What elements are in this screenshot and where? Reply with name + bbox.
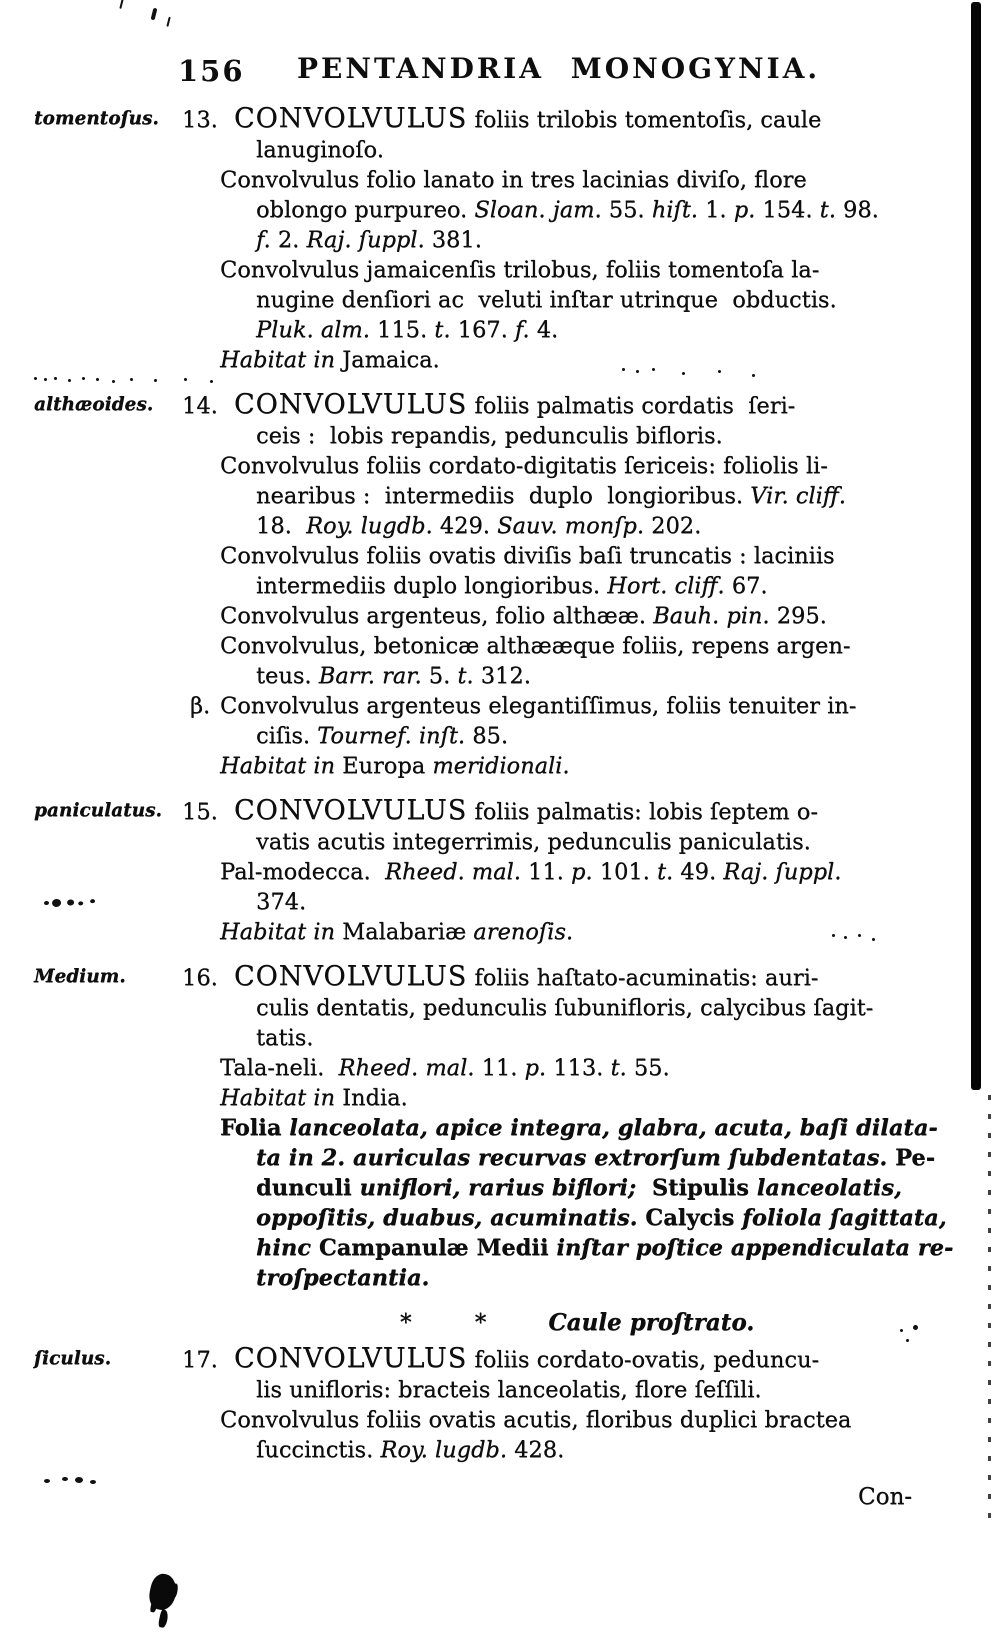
- text-segment: ſuccinctis.: [256, 1437, 381, 1463]
- section-stars: * *: [400, 1310, 515, 1336]
- text-segment: Raj. ſuppl.: [723, 859, 842, 885]
- text-segment: Convolvulus foliis cordato-digitatis ſericeis: foliolis li-: [220, 453, 828, 479]
- text-line: [0, 1203, 1000, 1233]
- text-segment: t.: [434, 317, 451, 343]
- text-segment: 113.: [546, 1055, 611, 1081]
- paragraph-syn: [0, 255, 1000, 345]
- text-segment: CONVOLVULUS: [234, 795, 468, 826]
- text-line: [0, 255, 1000, 285]
- text-line: [0, 887, 1000, 917]
- text-segment: lanceolata, apice integra, glabra, acuta, baſi dilata-: [289, 1115, 938, 1141]
- text-line: [0, 661, 1000, 691]
- text-segment: 167.: [450, 317, 515, 343]
- text-segment: tatis.: [256, 1025, 314, 1051]
- text-segment: lanuginoſo.: [256, 137, 384, 163]
- text-segment: 67.: [724, 573, 768, 599]
- text-line: [0, 1263, 1000, 1293]
- text-line: [0, 1375, 1000, 1405]
- text-line: [0, 1233, 1000, 1263]
- text-line: [0, 827, 1000, 857]
- text-line: [0, 195, 1000, 225]
- text-segment: foliis trilobis tomentoſis, caule: [467, 107, 822, 133]
- text-line: [0, 631, 1000, 661]
- text-line: [0, 1435, 1000, 1465]
- text-line: [0, 135, 1000, 165]
- scan-noise: [900, 1329, 903, 1332]
- text-segment: 18.: [256, 513, 307, 539]
- text-segment: ciſis.: [256, 723, 318, 749]
- text-segment: troſpectantia.: [256, 1265, 430, 1291]
- text-line: [0, 1083, 1000, 1113]
- text-segment: Pe-: [895, 1145, 936, 1171]
- text-segment: Barr. rar.: [318, 663, 422, 689]
- page-number: 156: [178, 54, 245, 88]
- text-segment: Raj. ſuppl.: [306, 227, 425, 253]
- text-line: [0, 993, 1000, 1023]
- text-segment: 1.: [697, 197, 734, 223]
- text-segment: Convolvulus argenteus elegantiſſimus, foliis tenuiter in-: [220, 693, 857, 719]
- text-segment: 5.: [421, 663, 458, 689]
- text-segment: nugine denſiori ac veluti inſtar utrinque obductis.: [256, 287, 837, 313]
- paragraph-habitat: [0, 917, 1000, 947]
- text-segment: foliis cordato-ovatis, peduncu-: [467, 1347, 820, 1373]
- text-segment: Jamaica.: [334, 347, 440, 373]
- margin-species-name: althæoides.: [34, 394, 154, 415]
- paragraph-obs: [0, 1113, 1000, 1293]
- species-entry: [0, 1344, 1000, 1465]
- paragraph-syn: [0, 857, 1000, 917]
- text-segment: ta in 2. auriculas recurvas extrorſum ſubdentatas.: [256, 1145, 896, 1171]
- text-line: [0, 541, 1000, 571]
- text-line: [0, 1173, 1000, 1203]
- entry-number: 15.: [182, 799, 218, 825]
- text-segment: foliis haſtato-acuminatis: auri-: [467, 965, 819, 991]
- text-line: [0, 165, 1000, 195]
- text-segment: 11.: [474, 1055, 525, 1081]
- text-segment: 98.: [835, 197, 879, 223]
- species-entry: [0, 104, 1000, 375]
- text-line: [0, 691, 1000, 721]
- text-line: [0, 1113, 1000, 1143]
- text-line: [0, 285, 1000, 315]
- text-segment: Rheed. mal.: [338, 1055, 475, 1081]
- text-segment: foliis palmatis: lobis ſeptem o-: [467, 799, 818, 825]
- text-segment: hiſt.: [651, 197, 698, 223]
- text-segment: Campanulæ Medii: [318, 1235, 557, 1261]
- text-segment: 115.: [369, 317, 435, 343]
- scan-noise: [622, 368, 625, 371]
- text-line: [0, 571, 1000, 601]
- text-line: [0, 751, 1000, 781]
- text-segment: t.: [656, 859, 674, 885]
- text-line: [0, 451, 1000, 481]
- text-segment: dunculi: [256, 1175, 360, 1201]
- scan-noise: [832, 934, 835, 937]
- text-segment: 295.: [769, 603, 827, 629]
- paragraph-habitat: [0, 345, 1000, 375]
- text-segment: CONVOLVULUS: [234, 1343, 468, 1374]
- text-segment: f.: [514, 317, 530, 343]
- text-segment: Pal-modecca.: [220, 859, 386, 885]
- text-body: [0, 104, 1000, 1480]
- text-segment: f.: [256, 227, 271, 253]
- text-line: [0, 511, 1000, 541]
- text-segment: CONVOLVULUS: [234, 961, 468, 992]
- text-segment: Convolvulus folio lanato in tres lacinias diviſo, flore: [220, 167, 807, 193]
- ink-blot: [147, 1572, 180, 1613]
- text-segment: 312.: [473, 663, 531, 689]
- text-segment: Convolvulus argenteus, folio althææ.: [220, 603, 654, 629]
- paragraph-syn: [0, 451, 1000, 541]
- text-segment: Malabariæ: [334, 919, 474, 945]
- text-segment: 202.: [643, 513, 702, 539]
- text-segment: CONVOLVULUS: [234, 103, 468, 134]
- text-segment: hinc: [256, 1235, 319, 1261]
- text-segment: t.: [610, 1055, 627, 1081]
- paragraph-syn: [0, 601, 1000, 631]
- text-segment: lis unifloris: bracteis lanceolatis, flore ſeſſili.: [256, 1377, 762, 1403]
- text-segment: Habitat in: [220, 1085, 335, 1111]
- paragraph-syn: [0, 165, 1000, 255]
- text-line: [0, 857, 1000, 887]
- entry-number: 17.: [182, 1347, 218, 1373]
- entry-number: 16.: [182, 965, 218, 991]
- book-binding-edge: [971, 2, 981, 1090]
- paragraph-habitat: [0, 1083, 1000, 1113]
- margin-species-name: paniculatus.: [34, 800, 162, 821]
- text-line: [0, 1143, 1000, 1173]
- paragraph-syn: [0, 631, 1000, 691]
- book-binding-edge-dots: [988, 1095, 991, 1525]
- text-segment: Habitat in: [220, 753, 335, 779]
- text-segment: 428.: [506, 1437, 565, 1463]
- text-segment: t.: [819, 197, 836, 223]
- entry-number: 14.: [182, 393, 218, 419]
- scan-noise: [62, 1477, 68, 1481]
- text-segment: inſtar poſtice appendiculata re-: [556, 1235, 954, 1261]
- text-line: [0, 315, 1000, 345]
- text-segment: teus.: [256, 663, 319, 689]
- text-segment: 154.: [755, 197, 820, 223]
- running-head: PENTANDRIA MONOGYNIA.: [297, 52, 821, 85]
- text-segment: vatis acutis integerrimis, pedunculis paniculatis.: [256, 829, 811, 855]
- species-entry: [0, 962, 1000, 1293]
- text-segment: Convolvulus foliis ovatis acutis, floribus duplici bractea: [220, 1407, 852, 1433]
- scan-noise: [34, 377, 37, 380]
- text-segment: 2.: [270, 227, 307, 253]
- text-line: [0, 345, 1000, 375]
- text-line: [0, 225, 1000, 255]
- text-segment: arenoſis.: [473, 919, 574, 945]
- text-segment: 101.: [592, 859, 657, 885]
- text-line: [0, 721, 1000, 751]
- text-segment: lanceolatis,: [756, 1175, 902, 1201]
- text-segment: CONVOLVULUS: [234, 389, 468, 420]
- text-segment: 85.: [465, 723, 509, 749]
- text-line: [0, 917, 1000, 947]
- text-line: [0, 1405, 1000, 1435]
- entry-number: 13.: [182, 107, 218, 133]
- text-segment: Rheed. mal.: [385, 859, 521, 885]
- text-segment: Habitat in: [220, 919, 335, 945]
- text-segment: Stipulis: [651, 1175, 757, 1201]
- text-segment: Convolvulus jamaicenſis trilobus, foliis tomentoſa la-: [220, 257, 820, 283]
- text-segment: India.: [334, 1085, 408, 1111]
- text-segment: 4.: [529, 317, 559, 343]
- text-segment: Tournef. inſt.: [317, 723, 466, 749]
- text-segment: 49.: [673, 859, 724, 885]
- text-segment: Sauv. monſp.: [497, 513, 644, 539]
- text-line: [0, 1023, 1000, 1053]
- text-segment: Convolvulus foliis ovatis diviſis baſi truncatis : laciniis: [220, 543, 835, 569]
- text-segment: oblongo purpureo.: [256, 197, 475, 223]
- text-segment: 11.: [520, 859, 571, 885]
- text-segment: Folia: [220, 1115, 290, 1141]
- text-segment: Sloan. jam.: [474, 197, 602, 223]
- text-segment: 374.: [256, 889, 307, 915]
- margin-species-name: Medium.: [34, 966, 126, 987]
- section-heading: [0, 1308, 1000, 1338]
- text-segment: foliis palmatis cordatis ſeri-: [467, 393, 796, 419]
- paragraph-syn: [0, 541, 1000, 601]
- text-segment: Vir. cliff.: [750, 483, 846, 509]
- paragraph-habitat: [0, 751, 1000, 781]
- paragraph-syn: [0, 1053, 1000, 1083]
- text-line: [0, 601, 1000, 631]
- entry-number: β.: [190, 693, 211, 719]
- text-line: [0, 481, 1000, 511]
- text-segment: foliola ſagittata,: [742, 1205, 947, 1231]
- text-segment: p.: [570, 859, 593, 885]
- text-segment: Pluk. alm.: [256, 317, 370, 343]
- text-segment: uniflori, rarius biflori;: [359, 1175, 652, 1201]
- text-segment: 381.: [424, 227, 482, 253]
- text-segment: t.: [457, 663, 474, 689]
- text-segment: 429.: [432, 513, 498, 539]
- text-segment: Roy. lugdb.: [306, 513, 433, 539]
- catchword: Con-: [858, 1484, 913, 1510]
- text-segment: p.: [524, 1055, 547, 1081]
- species-entry: [0, 796, 1000, 947]
- section-label: Caule proſtrato.: [548, 1309, 755, 1336]
- text-segment: nearibus : intermediis duplo longioribus.: [256, 483, 751, 509]
- text-segment: ceis : lobis repandis, pedunculis bifloris.: [256, 423, 723, 449]
- text-segment: 55.: [626, 1055, 670, 1081]
- text-segment: Roy. lugdb.: [380, 1437, 507, 1463]
- species-entry: [0, 390, 1000, 781]
- text-segment: p.: [733, 197, 756, 223]
- text-segment: 55.: [601, 197, 652, 223]
- text-segment: culis dentatis, pedunculis ſubunifloris, calycibus ſagit-: [256, 995, 874, 1021]
- text-segment: Hort. cliff.: [607, 573, 725, 599]
- text-segment: oppoſitis, duabus, acuminatis.: [256, 1205, 646, 1231]
- text-line: [0, 421, 1000, 451]
- paragraph-beta: [0, 691, 1000, 751]
- text-segment: Convolvulus, betonicæ althææque foliis, repens argen-: [220, 633, 851, 659]
- margin-species-name: tomentoſus.: [34, 108, 159, 129]
- margin-species-name: ſiculus.: [34, 1348, 112, 1369]
- text-segment: Europa: [334, 753, 433, 779]
- text-segment: Calycis: [645, 1205, 743, 1231]
- paragraph-syn: [0, 1405, 1000, 1465]
- scan-noise: [151, 8, 158, 21]
- text-segment: Tala-neli.: [220, 1055, 339, 1081]
- text-segment: meridionali.: [432, 753, 570, 779]
- text-segment: Habitat in: [220, 347, 335, 373]
- text-line: [0, 1053, 1000, 1083]
- text-segment: intermediis duplo longioribus.: [256, 573, 608, 599]
- text-segment: Bauh. pin.: [653, 603, 770, 629]
